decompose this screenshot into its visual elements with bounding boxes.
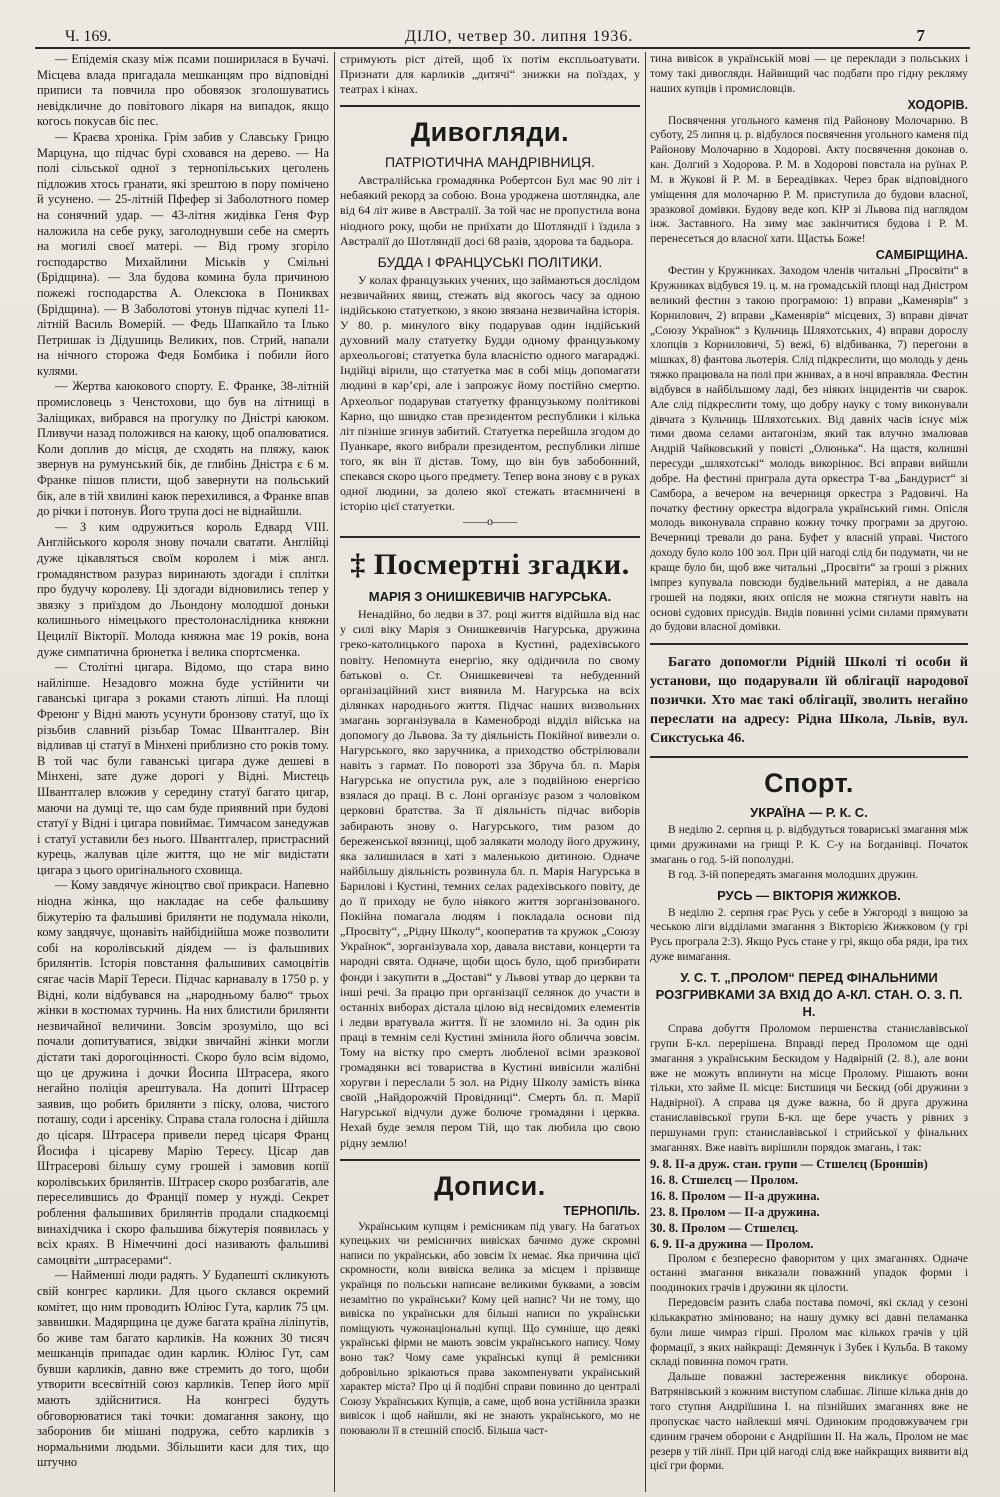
news-item-cigars: — Столітні цигара. Відомо, що стара вино найліпше. Незадовго можна буде устійнити чи гаванські цигара з роками стають ліпші. На площі Фреюнг у Відні мають усунути бронзову статуї, що їх різьбив славний різьбар Томас Швантгалер. Він відливав ці статуї в Мінхені приблизно сто років тому. В той час були гаванські цигара дуже дешеві в Мінхені, зате дуже дорогі у Відні. Мистець Швантгалер вложив у середину статуї багато цигар, маючи на думці те, що сам буде приявний при будові статуї у Відні і цигара повиймає. Тимчасом занедужав і статуї уставили без нього. Швантгалер, пристрасний курець, жалував ціле життя, що не міг видістати цигара з цього оригінального сховища. xyxy=(37,660,329,877)
column-2 xyxy=(340,52,640,1439)
section-rule xyxy=(340,1159,640,1161)
article-prolom-midfield: Передовсім разить слаба постава помочі, які склад у сезоні кількакратно змінювано; на нашу думку всі давні пеламанка були лише чимраз гірші. Пролом має кількох грачів у цій формації, з яких найкращі: Демянчук і Зубек і Кульба. В такому складі повинна помоч грати. xyxy=(650,1297,968,1369)
schedule-row: 30. 8. Пролом — Стшелєц. xyxy=(650,1220,799,1235)
dateline-khodoriv: ХОДОРІВ. xyxy=(907,97,968,112)
subheading-prolom: У. С. Т. „ПРОЛОМ“ ПЕРЕД ФІНАЛЬНИМИ РОЗГРИВКАМИ ЗА ВХІД ДО А-КЛ. СТАН. О. З. П. Н. xyxy=(655,969,963,1019)
article-buddha: У колах французьких учених, що займаються дослідом незвичайних явищ, стежать від якогось часу за одною індійською статуеткою, з якою звязана незвичайна історія. У 80. р. минулого віку подарував один індійський духовний малу статуетку Будди одному французькому археольогові; статуетка була власністю одного магараджі. Індійці вірили, що статуетка має в собі міць допомагати людині в кар’єрі, але і запрожує йому постійно смертю. Археольог подарував статуетку французькому політикові Карно, що швидко став президентом республики і кілька літ пізніше згинув забитий. Статуетка перейшла згодом до Пуанкаре, якого вибрали президентом, республики ліпше того, як він її дістав. Тому, що він був забобонний, спекався скоро цього предмету. Тепер вона знову є в руках одної людини, за долею якої стежать втаємничені в історію цієї статуетки. xyxy=(340,272,640,514)
section-rule xyxy=(340,536,640,538)
article-traveler: Австралійська громадянка Робертсон Бул має 90 літ і небаякий рекорд за собою. Вона уроджена шотляндка, але від 64 літ живе в Австралії. За той час не пропустила вона ніодного року, щоби не приїхати до Шотляндії і їздила з Австралії до Шотляндії досі 68 разів, здорова та бадьора. xyxy=(340,173,640,248)
schedule-row: 23. 8. Пролом — II-а дружина. xyxy=(650,1204,820,1219)
article-prolom-defense: Дальше поважні застереження викликує оборона. Ватрянівський з кожним виступом слабшає. Ліпше кілька днів до того ступня Андріїшина І. на пізнійших змаганнях вже не пропускає часто найлекші мячі. Одиноким продовжувачем гри єдиним грачем оборони є Андріїшин II. На жаль, Пролом не має резерв у тій лінії. При цій нагоді слід вже найкращих виявити від цієї гри форми. xyxy=(650,1371,968,1473)
match-schedule xyxy=(650,1156,968,1252)
article-ukraina-rks: В неділю 2. серпня ц. р. відбудуться товариські змагання між цими дружинами на грищі Р. К. С-у на Богданівці. Початок змагань о год. 5-ій пополудні. xyxy=(650,824,968,866)
subheading-rus-viktoria: РУСЬ — ВІКТОРІЯ ЖИЖКОВ. xyxy=(717,887,901,903)
masthead-date: ДІЛО, четвер 30. липня 1936. xyxy=(405,28,634,45)
article-dairy: Посвячення угольного каменя під Районову Молочарню. В суботу, 25 липня ц. р. відбулося посвячення угольного каменя під Районову Молочарню в Ходорові. Акту посвячення доконав о. кан. Долгий з Ходорова. Р. М. в Ходорові повстала на руїнах Р. М. в Жукові й Р. М. в Береадівках. Через брак відповідного уміщення для молочарню Р. М. приступила до будови власної, зразкової домівки. Будову веде коп. КІР зі Львова під наглядом інж. Заставного. На зиму має закінчитися будова і Р. М. перенесеться до власної хати. Щастьь Боже! xyxy=(650,114,968,246)
article-obituary: Ненадійно, бо ледви в 37. році життя відійшла від нас у силі віку Марія з Онишкевичів Нагурська, дружина греко-католицького пароха в Кустині, радехівського повіту. Непомнута енергію, яку одідичила по свому батькові о. Ст. Онишкевичеві та небуденний організаційний хист виявила М. Нагурська на всіх ділянках народнього життя. Підчас наших визвольних змагань зорганізувала в Каменоброді відділ війська на допомогу до Львова. За ту діяльність Покійної вивезли о. Нагурського, яко заручника, а приходство обстрілювали навіть з гармат. По повороті зза Збруча бл. п. Марія Нагурська не опустила рук, але з подвійною енергією взялася до праці. В с. Лоні організує разом з чоловіком церковні братства. За її діяльність підчас виборів забирають знову о. Нагурського, тим разом до береженської вязниці, щоб залякати молоду його дружину, яка залишилася в хаті з маленькою дитиною. Одначе найбільшу діяльність розвинула бл. п. Марія Нагурська в Барилові і Кустині, темних селах радехівського повіту, де до її приходу не було ніякого життя зорганізованого. Покійна помагала людям і покладала основи під „Просвіту“, „Рідну Школу“, кооператив та кружок „Союзу Українок“, зорганізувала хор, давала вистави, концерти та народні свята. Одначе, щоби щось було, щоб призбирати фонди і закупити в „Доставі“ у Львові утвар до церкви та інші речі. За працю при організації селянок до участи в останніх виборах дістала цілою від несвідомих елементів і ледви вратувала життя. Її не зломило ні. За один рік праці в темнім селі Кустині змінила його обличча зовсім. Тому на вістку про смерть любленої всіми зразкової громадянки всі товариства в Кустині вивісили жалібні хоругви і переслали 5 зол. на Рідну Школу замість вінка своїй „Найдорожчій Провідниці“. Смерть бл. п. Марії Нагурської відчули дуже болюче громадяни і церква. Нехай буде земля пером Тій, що так любила цю свою рідну землю! xyxy=(340,607,640,1150)
section-title-sport: Спорт. xyxy=(764,768,854,799)
cross-icon: ‡ xyxy=(350,548,374,582)
page-header xyxy=(35,26,970,48)
news-item-jewelry: — Кому завдячує жіноцтво свої прикраси. Напевно ніодна жінка, що накладає на себе фальшиву біжутерію та фальшиві брилянти не подумала ніколи, кому завдячує, щонавіть найбіднійша може позволити собі на королівський діядем — із фальшивих брилянтів. Історія повстання фальшивих самоцвітів сягає часів Марії Тереси. Підчас карнавалу в 1750 р. у Відні, коли відбувався на „народньому балю“ трьох жінки в костюмах турчинь. На них блистили брилянти незвичайної величини. Зовсім зрозуміло, що всі почали допитуватися, звідки звичайні жінки могли дістати такі дорогоцінності. Скоро було всім відомо, що це дружина і дочки Йосипа Штрасера, якого негайно поліція арештувала. На допиті Штрасер заявив, що робить брилянти з піску, олова, чистого поташу, соди і арсеніку. Справа стала голосна і дійшла до цісаря. Штрасера привели перед цісаря Франц Йосифа і цісареву Марію Тересу. Цісар дав Штрасерові більшу суму грошей і замовив копії королівських брилянтів. Штрасер скоро розбагатів, але переселившись до Франції помер у нужді. Секрет роблення фальшивих брилянтів продали спадкоємці винахідчика і скоро фальшива біжутерія появилась у всіх краях. В Німеччині досі називають фальшиві самоцвіти „штрасерами“. xyxy=(37,878,329,1267)
ornament-divider: ——o—— xyxy=(463,514,517,529)
news-item-kayak: — Жертва каюкового спорту. Е. Франке, 38-літній промисловець з Ченстохови, що був на літнищі в Заліщиках, вибрався на прогулку по Дністрі каюком. Пливучи назад положився на каюку, щоб опалюватися. Коли доплив до місця, де сходять на пляжу, каюк звернув на румунський бік, де глибінь Дністра є 6 м. Франке пішов плисти, щоб завернути на польський бік, але в тій хвилині каюк перехилився, а Франке впав до річки і потонув. Його трупа досі не віднайшли. xyxy=(37,379,329,519)
article-prolom: Справа добуття Проломом першенства станиславівської групи Б-кл. перерішена. Вправді перед Проломом ще одні змагання з українським Бескидом у Надвірній (2. 8.), але вони вже не можуть вплинути на місце Пролому. Рішають вони тільки, хто займе II. місце: Бистшиця чи Бескид (обі дружини з Надвірної). А справа ця дуже важна, бо й друга дружина станиславівської групи Б-кл. ще бере участь у рівних з першунами груп: станиславівської і стрийської у фінальних змаганнях. Вже навіть вирішили порядок змагань, і так: xyxy=(650,1022,968,1154)
news-item-rabies: — Епідемія сказу між псами поширилася в Бучачі. Місцева влада пригадала мешканцям про відповідні приписи та повчила про обовязок зголошуватись невідкличне до повітового лікаря на випадок, якщо когось покусав біс пес. xyxy=(37,52,329,129)
news-item-chronicle: — Краєва хроніка. Грім забив у Славську Грицю Марцуна, що підчас бурі сховався на дерево. — На полі сільської одної з тернопільських цеголень підложив хтось гранати, які зрештою в пору помічено й усунено. — 25-літній Пфефер зі Заболотного помер на сонячний удар. — 43-літня жидівка Геня Фур наложила на себе руку, заголоднувши себе на смерть на могилі своєї матері. — Від грому згоріло господарство Михайлини Міськів у Смільні (Брідщина). — Зла будова комина була причиною пожежі господарства А. Олексюка в Пониквах (Брідщина). — В Заболотові утонув підчас купелі 11-літній Василь Вомерій. — Федь Шапкайло та Ілько Петришак із Дідушиць Великих, пов. Стрий, напали на нічного сторожа Федя Бомбика і побили його кулями. xyxy=(37,129,329,378)
article-festival: Фестин у Кружниках. Заходом членів читальні „Просвіти“ в Кружниках відбувся 19. ц. м. на громадській площі над Дністром великий фестин з такою програмою: 1) вправи „Каменярів“ з Корнилович, 2) вправи „Каменярів“ місцевих, 3) вправи дівчат „Союзу Українок“ з Кульчиць Шляхотських, 4) вправи дорослу хлопців з Корниловичі, 5) вежі, 6) відбиванка, 7) перегони в мішках, 8) фантова льотерія. Слід підкреслити, що молодь у день тяжко працювала на полі при жнивах, а в ночі вправляла. Фестин відбувся в найбільшому ладі, без ніяких інцидентів чи сварок. Але слід підкреслити тому, що добру науку с тому виконували дівчата з Кульчиць Шляхотських. Від давніх часів існує між тими двома селами антагонізм, який так влучно змалював Андрій Чайковський у повісті „Олюнька“. На щастя, колишні пересуди „шляхотські“ молодь викорінює. Всі вправи вийшли добре. На фестині приграла дута оркестра Т-ва „Бандурист“ зі Самбора, а вечером на вечерниця оркестра з Радовичі. На початку фестину оркестра відограла український гимн. Опісля молодь виконувала справно кожну точку програми за другою. Вечерниці тревали до рана. Буфет у власній управі. Чистого доходу було коло 100 зол. При цій нагоді слід би подумати, чи не краще було би, щоб вже читальні „Просвіти“ за гроші з ріжних імпрез купувала повсюди будівельний матеріял, а не давала грошей на подяки, яких опісля не можна стягнути навіть на основі судових присудів. Видів повинні усіми силами прямувати до будови власної домівки. xyxy=(650,265,968,634)
column-3 xyxy=(650,52,968,1474)
article-rus-viktoria: В неділю 2. серпня грає Русь у себе в Ужгороді з вищою за чеською ліги відділами змагання з Вікторією Жижковом (у грі Русь програла 2:3). Якщо Русь стане у грі, якщо оба ряди, іра тих дуже вимагання. xyxy=(650,906,968,964)
schedule-row: 16. 8. Стшелєц — Пролом. xyxy=(650,1172,799,1187)
continued-text: стримують ріст дітей, щоб їх потім експльоатувати. Признати для карликів „дитячі“ знижки на поїздах, у театрах і кінах. xyxy=(340,52,640,97)
section-rule xyxy=(650,756,968,758)
subheading-obituary-name: МАРІЯ З ОНИШКЕВИЧІВ НАГУРСЬКА. xyxy=(368,589,612,605)
schedule-row: 6. 9. II-а дружина — Пролом. xyxy=(650,1236,814,1251)
notice-ridna-shkola: Багато допомогли Рідній Школі ті особи й установи, що подарували їй облігації народової позички. Хто має такі облігації, зволить негайно переслати на адресу: Рідна Школа, Львів, вул. Сикстуська 46. xyxy=(650,655,968,747)
schedule-row: 9. 8. II-а друж. стан. групи — Стшелєц (Броншів) xyxy=(650,1156,928,1171)
dateline-sambir: САМБІРЩИНА. xyxy=(875,248,968,263)
article-ukraina-rks-juniors: В год. 3-ій попередять змагання молодших дружин. xyxy=(668,868,919,881)
page-number: 7 xyxy=(916,26,925,45)
section-title-letters: Дописи. xyxy=(434,1170,546,1201)
news-item-dwarfs: — Найменші люди радять. У Будапешті скликують свій конгрес карлики. Для цього склався окремий комітет, що ним проводить Юліюс Гута, карлик 75 цм. заввишки. Мадярщина це дуже багата країна ліліпутів, бо живе там багато карликів. На кожних 30 тисяч мешканців припадає один карлик. Юліюс Гут, сам бувши карликів, давно вже стремить до того, щоби утворити всесвітній союз карликів. Тепер його мрії мають здійснитися. На конгресі будуть обговорюватися такі точки: домагання закону, що заборонив би мішані подружа, себто карликів з нормальними людьми. Збільшити каси для тих, що штучно xyxy=(37,1268,329,1470)
subheading-traveler: ПАТРІОТИЧНА МАНДРІВНИЦЯ. xyxy=(385,154,595,171)
column-divider-1 xyxy=(334,52,335,1492)
header-rule xyxy=(35,47,970,49)
article-signs: Українським купцям і ремісникам під увагу. На багатьох купецьких чи ремісничих вивісках бачимо дуже скромні написи по українськи, або зовсім їх немає. Яка причина цієї скромности, коли вивіска велика за місцем і прізвище українця по польськи написане великими буквами, а зовсім незамітно по українськи? Кому цей напис? Чи не тому, що вивіска по українськи для більші написи по українськи поміщують чужонаціональні купці. Що сумніше, що деякі українські фірми не мають зовсім українського напису. Чому воно так? Чому саме українські купці й ремісники добровільно зрікаються права закомпенувати український характер міста? Про ці й подібні справи повинно до централі Союзу Українських Купців, а саме, щоб вона устійнила зразки вивісок і щоб найшли, які не знають українського, мо не поюваюли її в стешній спосіб. Більша част- xyxy=(340,1220,640,1437)
column-divider-2 xyxy=(645,52,646,1492)
column-1 xyxy=(37,52,329,1471)
subheading-ukraina-rks: УКРАЇНА — Р. К. С. xyxy=(750,805,868,821)
dateline-ternopil: ТЕРНОПІЛЬ. xyxy=(563,1203,640,1218)
issue-number: Ч. 169. xyxy=(65,28,112,45)
section-rule xyxy=(650,643,968,645)
schedule-row: 16. 8. Пролом — II-а дружина. xyxy=(650,1188,820,1203)
section-rule xyxy=(340,105,640,107)
section-title-obituaries: ‡ Посмертні згадки. xyxy=(350,548,630,582)
news-item-king-edward: — З ким одружиться король Едвард VIII. Англійського короля знову почали сватати. Англійці дуже цікавляться своїм королем і між англ. громадянством разураз виринають здогади і сплітки про будучу королеву. Ці здогади відновились тепер у звязку з приїздом до Льондону молодшої доньки колишнього німецького престолонаслідника княжни Цецилії Вікторії. Молода княжна має 19 років, вона дуже симпатична брюнетка і велика спортсменка. xyxy=(37,519,329,659)
article-prolom-form: Пролом є безпересно фаворитом у цих змаганнях. Одначе останні змагання виказали поважний упадок форми і поодиноких грачів і дружини як цілости. xyxy=(650,1252,968,1295)
section-title-curiosities: Дивогляди. xyxy=(410,117,570,148)
subheading-buddha: БУДДА І ФРАНЦУСЬКІ ПОЛІТИКИ. xyxy=(377,253,603,270)
continued-text: тина вивісок в українській мові — це переклади з польських і тому такі дивогляди. Найвищий час подбати про гідну рекляму наших купців і промисловців. xyxy=(650,53,968,95)
